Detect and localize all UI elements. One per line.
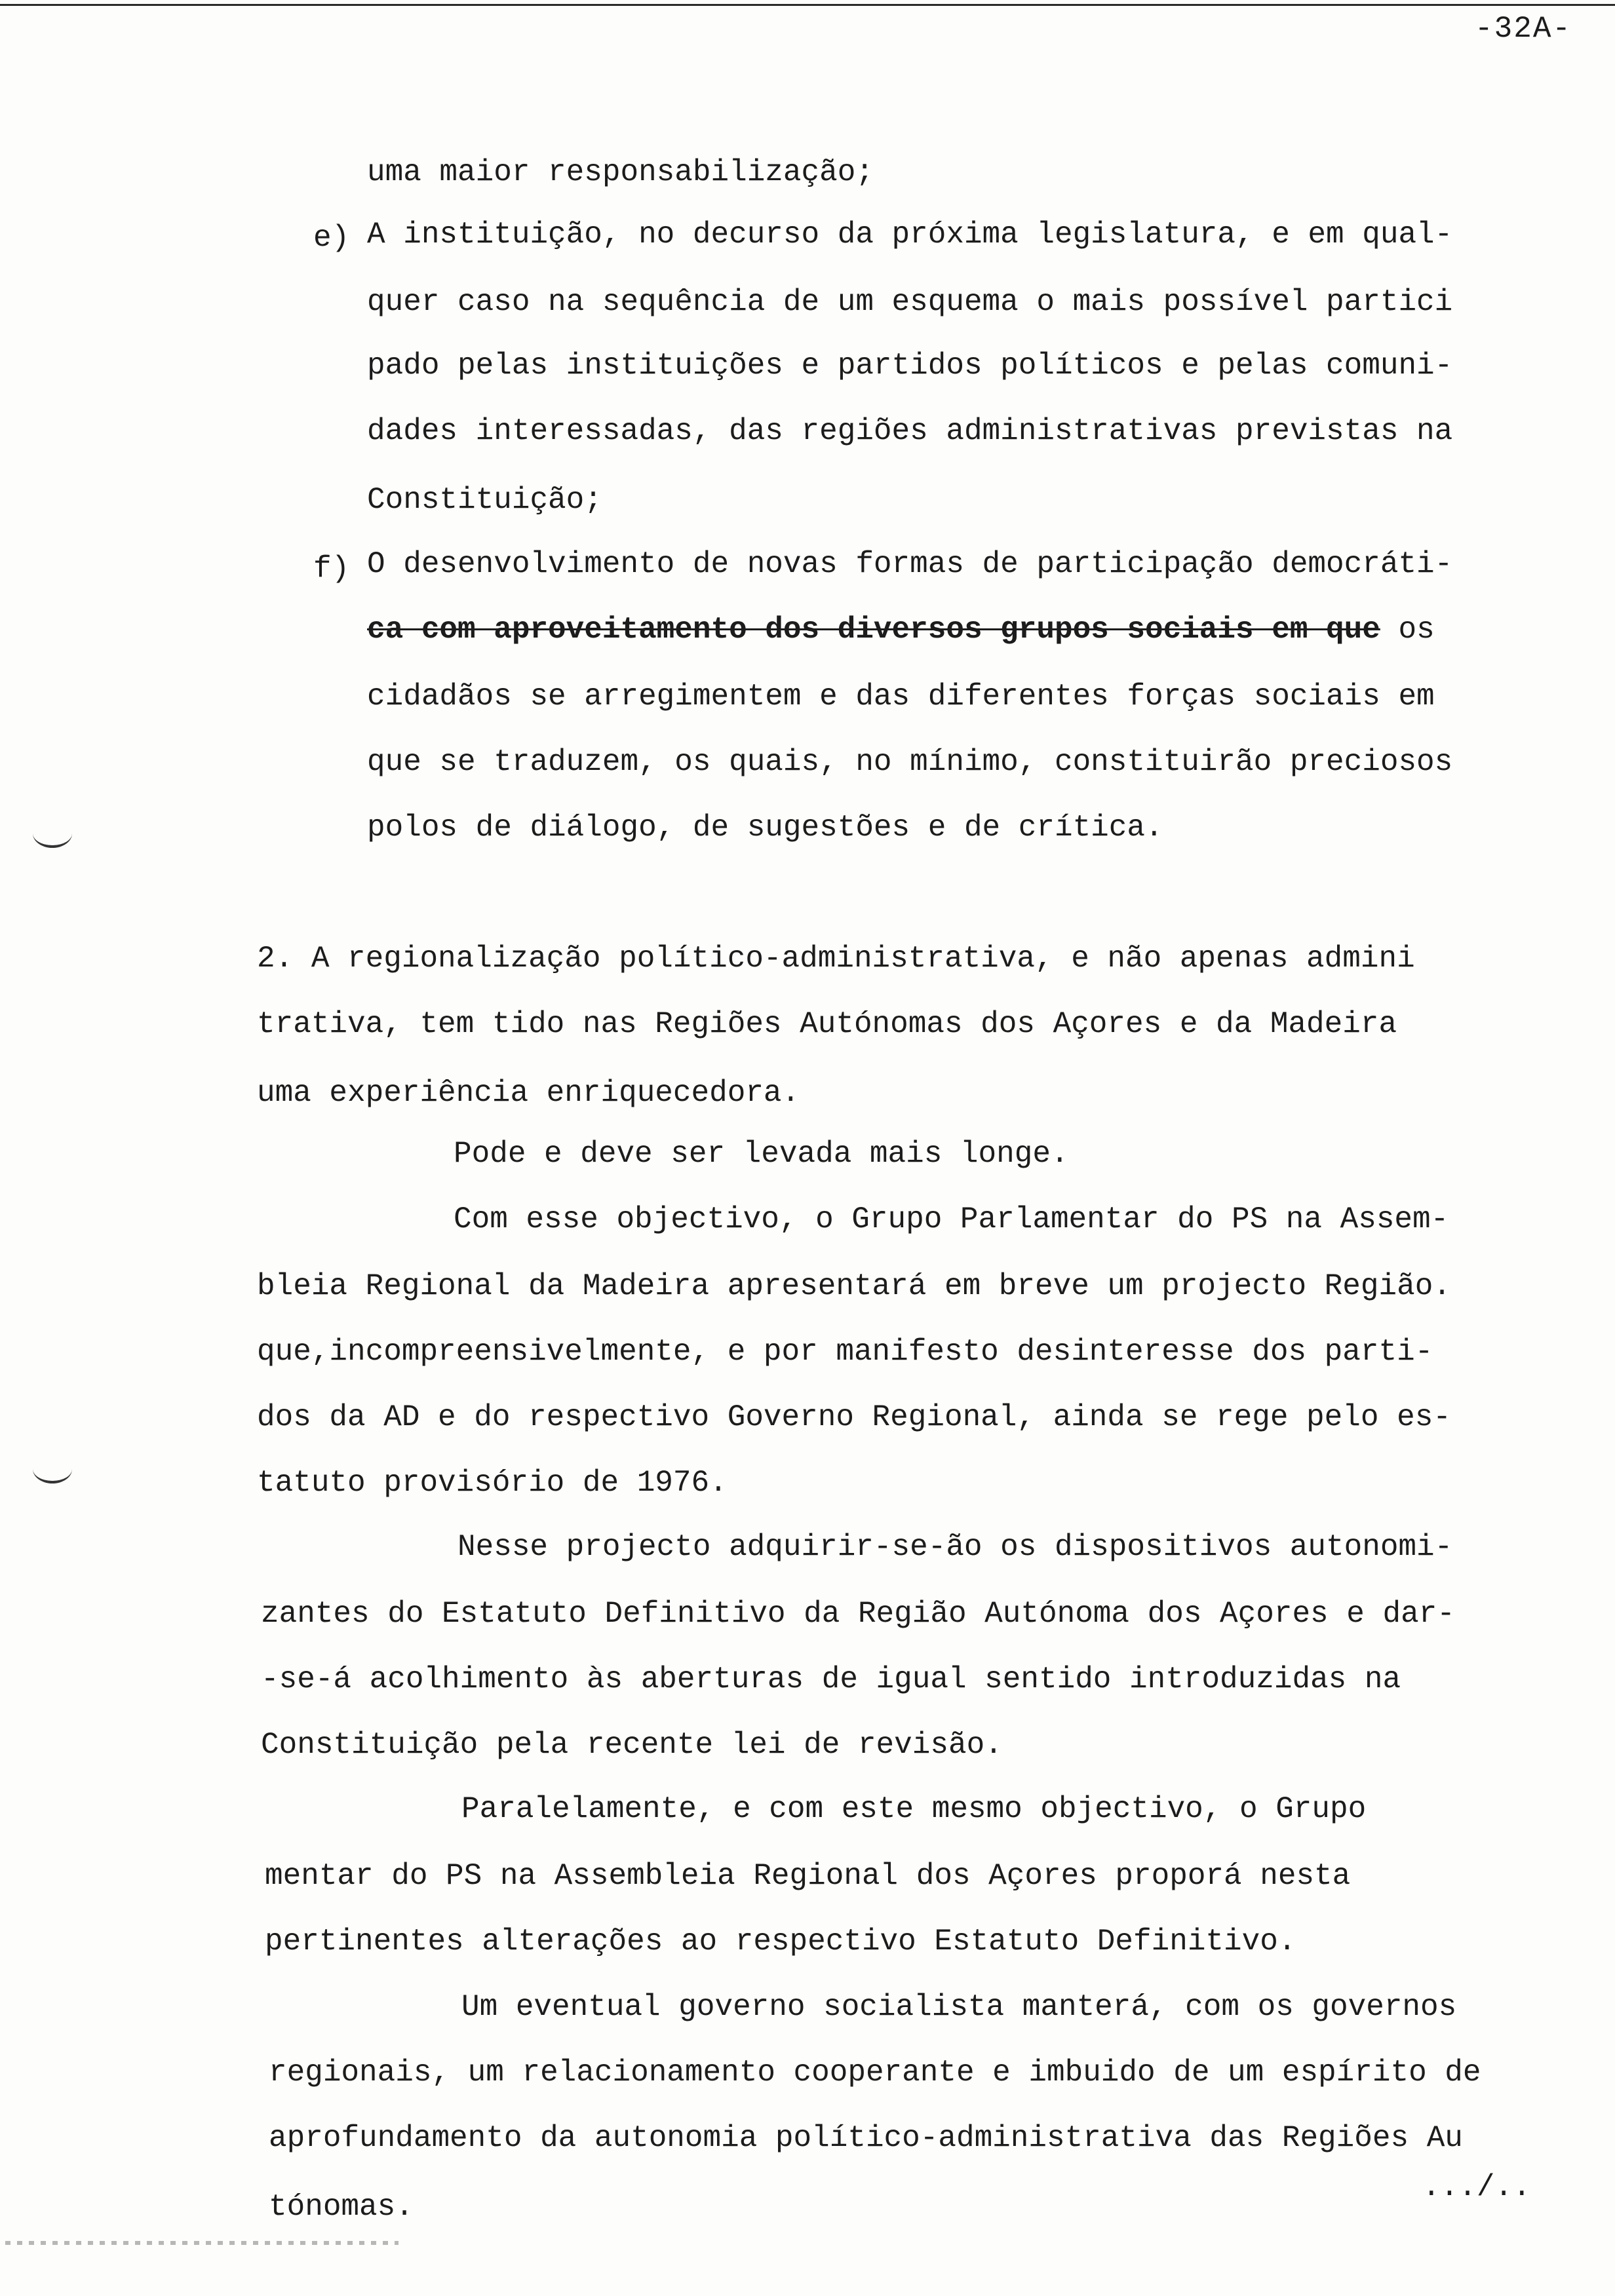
paragraph-line: mentar do PS na Assembleia Regional dos Açores proporá nesta (265, 1859, 1351, 1893)
item-f-line: cidadãos se arregimentem e das diferentes forças sociais em (367, 679, 1435, 714)
item-e-line: Constituição; (367, 483, 602, 517)
section2-line: trativa, tem tido nas Regiões Autónomas dos Açores e da Madeira (257, 1007, 1397, 1041)
paragraph-line: Paralelamente, e com este mesmo objectivo, o Grupo (461, 1792, 1367, 1826)
paragraph-line: Com esse objectivo, o Grupo Parlamentar do PS na Assem- (454, 1202, 1449, 1236)
item-f-line: que se traduzem, os quais, no mínimo, constituirão preciosos (367, 745, 1453, 779)
item-f-line: O desenvolvimento de novas formas de participação democráti- (367, 547, 1453, 581)
paragraph-line: tónomas. (269, 2190, 414, 2224)
struck-text: ca com aproveitamento dos diversos grupos sociais em que (367, 613, 1380, 647)
paragraph-line: regionais, um relacionamento cooperante e imbuido de um espírito de (269, 2056, 1481, 2090)
section2-line: uma experiência enriquecedora. (257, 1076, 800, 1110)
continuation-mark: .../.. (1422, 2170, 1531, 2204)
paragraph-line: dos da AD e do respectivo Governo Regional, ainda se rege pelo es- (257, 1400, 1451, 1434)
page-number: -32A- (1475, 12, 1572, 46)
paragraph-line: -se-á acolhimento às aberturas de igual sentido introduzidas na (261, 1662, 1401, 1696)
paragraph-line: Pode e deve ser levada mais longe. (454, 1137, 1069, 1171)
item-f-marker: f) (313, 552, 350, 586)
list-continuation: uma maior responsabilização; (367, 155, 874, 189)
paragraph-line: zantes do Estatuto Definitivo da Região Autónoma dos Açores e dar- (261, 1597, 1455, 1631)
paragraph-line: tatuto provisório de 1976. (257, 1466, 728, 1500)
binding-mark (33, 819, 72, 848)
item-e-line: A instituição, no decurso da próxima legislatura, e em qual- (367, 218, 1453, 252)
paragraph-line: aprofundamento da autonomia político-administrativa das Regiões Au (269, 2121, 1463, 2155)
item-e-line: pado pelas instituições e partidos políticos e pelas comuni- (367, 349, 1453, 383)
paragraph-line: pertinentes alterações ao respectivo Estatuto Definitivo. (265, 1924, 1296, 1959)
binding-mark (33, 1455, 72, 1483)
paragraph-line: bleia Regional da Madeira apresentará em breve um projecto Região. (257, 1269, 1451, 1303)
item-f-line (367, 615, 1435, 645)
item-f-line: polos de diálogo, de sugestões e de crítica. (367, 811, 1163, 845)
top-rule (0, 4, 1615, 6)
item-e-line: quer caso na sequência de um esquema o mais possível partici (367, 285, 1453, 319)
paragraph-line: Um eventual governo socialista manterá, com os governos (461, 1990, 1457, 2024)
paragraph-line: Nesse projecto adquirir-se-ão os dispositivos autonomi- (457, 1530, 1453, 1564)
item-f-line-end: os (1380, 613, 1435, 647)
section2-line: 2. A regionalização político-administrativa, e não apenas admini (257, 942, 1415, 976)
paragraph-line: que,incompreensivelmente, e por manifesto desinteresse dos parti- (257, 1335, 1433, 1369)
item-e-line: dades interessadas, das regiões administrativas previstas na (367, 414, 1453, 448)
paragraph-line: Constituição pela recente lei de revisão. (261, 1728, 1003, 1762)
scan-artifact (5, 2241, 399, 2245)
item-e-marker: e) (313, 221, 350, 255)
